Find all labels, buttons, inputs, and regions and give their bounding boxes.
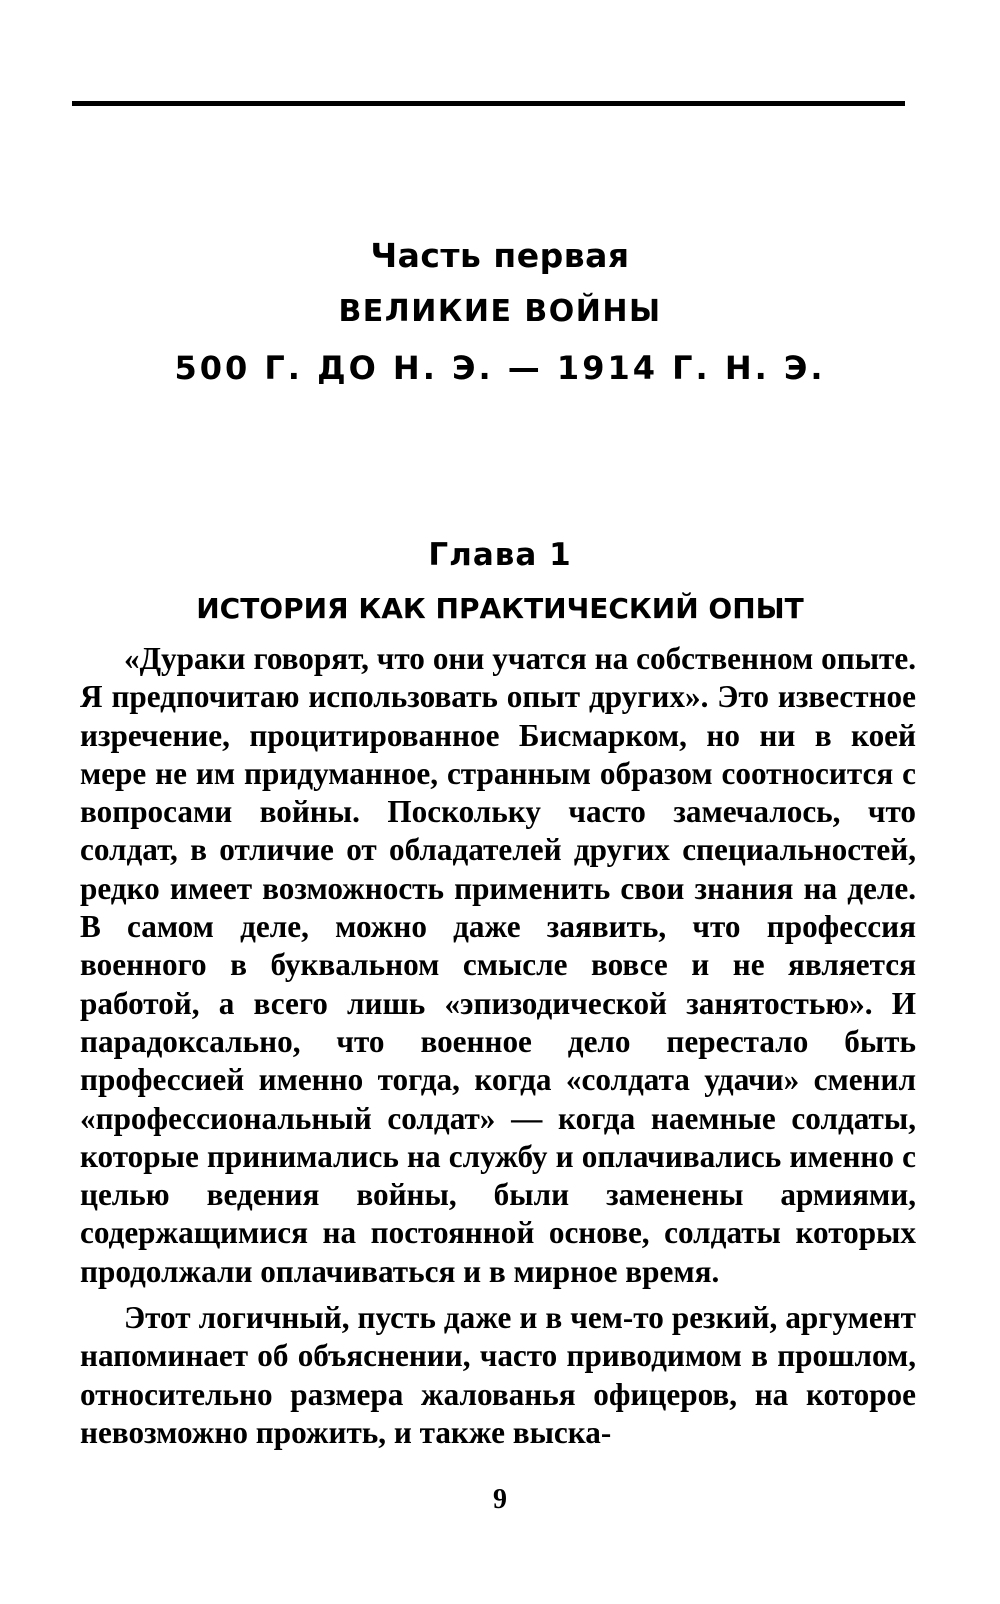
chapter-heading xyxy=(0,528,1000,636)
part-heading xyxy=(0,228,1000,396)
paragraph: «Дураки говорят, что они учатся на собственном опыте. Я предпочитаю использовать опыт других». Это известное изречение, процитированное Бисмарком, но ни в коей мере не им придуманное, странным образом соотносится с вопросами войны. Поскольку часто замечалось, что солдат, в отличие от обладателей других специальностей, редко имеет возможность применить свои знания на деле. В самом деле, можно даже заявить, что профессия военного в буквальном смысле вовсе и не является работой, а всего лишь «эпизодической занятостью». И парадоксально, что военное дело перестало быть профессией именно тогда, когда «солдата удачи» сменил «профессиональный солдат» — когда наемные солдаты, которые принимались на службу и оплачивались именно с целью ведения войны, были заменены армиями, содержащимися на постоянной основе, солдаты которых продолжали оплачиваться и в мирное время. xyxy=(80,641,916,1289)
part-label: Часть первая xyxy=(370,236,630,275)
page-number: 9 xyxy=(493,1484,507,1515)
body-text xyxy=(80,640,916,1460)
chapter-label: Глава 1 xyxy=(428,537,572,573)
top-rule xyxy=(72,101,905,106)
chapter-title: ИСТОРИЯ КАК ПРАКТИЧЕСКИЙ ОПЫТ xyxy=(196,592,804,625)
part-title: ВЕЛИКИЕ ВОЙНЫ xyxy=(338,294,662,329)
part-dates: 500 Г. ДО Н. Э. — 1914 Г. Н. Э. xyxy=(174,349,826,387)
paragraph: Этот логичный, пусть даже и в чем-то резкий, аргумент напоминает об объяснении, часто приводимом в прошлом, относительно размера жалованья офицеров, на которое невозможно прожить, и также выска- xyxy=(80,1300,916,1450)
